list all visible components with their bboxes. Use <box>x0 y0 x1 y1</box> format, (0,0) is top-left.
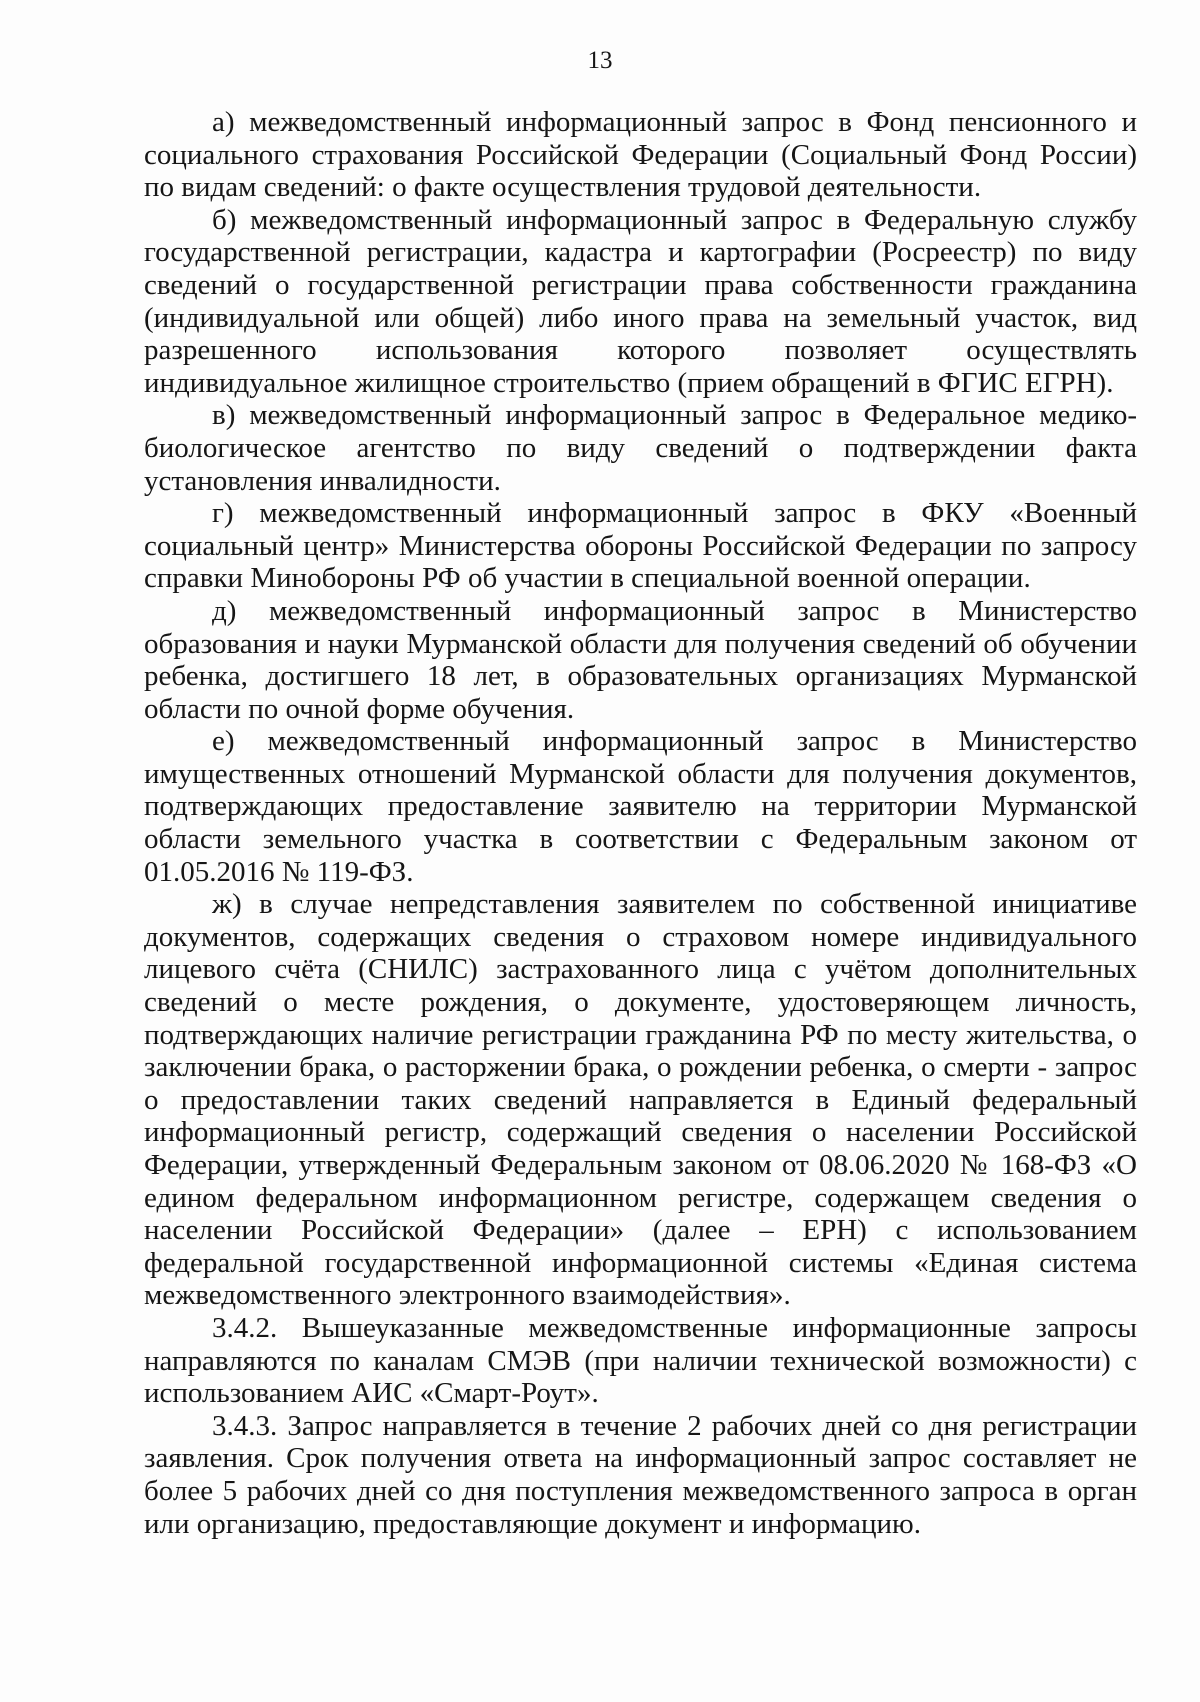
paragraph-a-pension-fund-request: а) межведомственный информационный запрос в Фонд пенсионного и социального страхования Российской Федерации (Социальный Фонд России) по видам сведений: о факте осуществления трудовой деятельности. <box>144 106 1137 204</box>
document-body <box>144 106 1137 1540</box>
page-number: 13 <box>587 47 613 74</box>
paragraph-v-fmba-request: в) межведомственный информационный запрос в Федеральное медико-биологическое агентство по виду сведений о подтверждении факта установления инвалидности. <box>144 399 1137 497</box>
paragraph-g-military-center-request: г) межведомственный информационный запрос в ФКУ «Военный социальный центр» Министерства обороны Российской Федерации по запросу справки Минобороны РФ об участии в специальной военной операции. <box>144 497 1137 595</box>
paragraph-b-rosreestr-request: б) межведомственный информационный запрос в Федеральную службу государственной регистрации, кадастра и картографии (Росреестр) по виду сведений о государственной регистрации права собственности гражданина (индивидуальной или общей) либо иного права на земельный участок, вид разрешенного использования которого позволяет осуществлять индивидуальное жилищное строительство (прием обращений в ФГИС ЕГРН). <box>144 203 1137 399</box>
paragraph-3-4-2-smev-channels: 3.4.2. Вышеуказанные межведомственные информационные запросы направляются по каналам СМЭВ (при наличии технической возможности) с использованием АИС «Смарт-Роут». <box>144 1311 1137 1410</box>
paragraph-d-education-ministry-request: д) межведомственный информационный запрос в Министерство образования и науки Мурманской области для получения сведений об обучении ребенка, достигшего 18 лет, в образовательных организациях Мурманской области по очной форме обучения. <box>144 594 1137 725</box>
paragraph-3-4-3-request-deadlines: 3.4.3. Запрос направляется в течение 2 рабочих дней со дня регистрации заявления. Срок получения ответа на информационный запрос составляет не более 5 рабочих дней со дня поступления межведомственного запроса в орган или организацию, предоставляющие документ и информацию. <box>144 1409 1137 1540</box>
paragraph-e-property-ministry-request: е) межведомственный информационный запрос в Министерство имущественных отношений Мурманской области для получения документов, подтверждающих предоставление заявителю на территории Мурманской области земельного участка в соответствии с Федеральным законом от 01.05.2016 № 119-ФЗ. <box>144 725 1137 888</box>
paragraph-zh-ern-request: ж) в случае непредставления заявителем по собственной инициативе документов, содержащих сведения о страховом номере индивидуального лицевого счёта (СНИЛС) застрахованного лица с учётом дополнительных сведений о месте рождения, о документе, удостоверяющем личность, подтверждающих наличие регистрации гражданина РФ по месту жительства, о заключении брака, о расторжении брака, о рождении ребенка, о смерти - запрос о предоставлении таких сведений направляется в Единый федеральный информационный регистр, содержащий сведения о населении Российской Федерации, утвержденный Федеральным законом от 08.06.2020 № 168-ФЗ «О едином федеральном информационном регистре, содержащем сведения о населении Российской Федерации» (далее – ЕРН) с использованием федеральной государственной информационной системы «Единая система межведомственного электронного взаимодействия». <box>144 888 1137 1312</box>
